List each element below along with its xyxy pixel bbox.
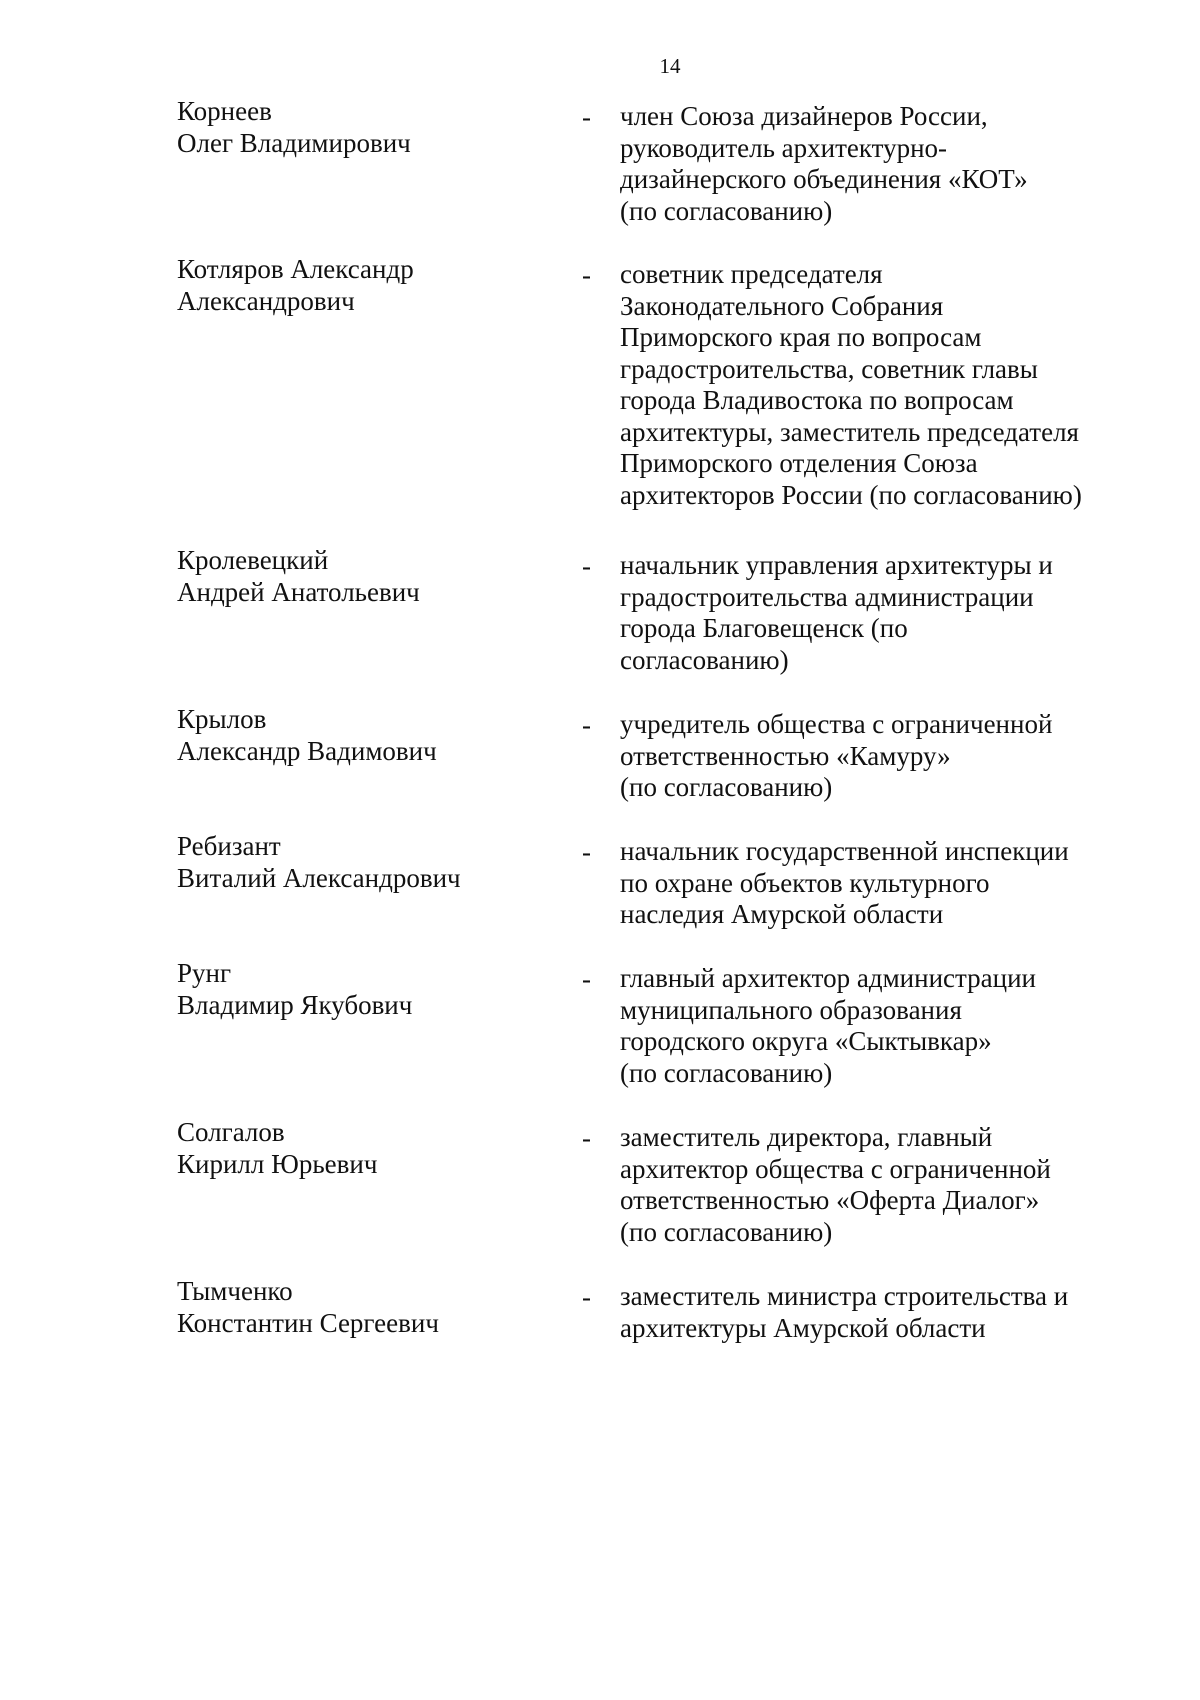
role-line: города Владивостока по вопросам bbox=[620, 385, 1014, 415]
list-item bbox=[0, 1116, 1200, 1275]
member-role bbox=[620, 550, 1140, 676]
page-number: 14 bbox=[659, 54, 681, 78]
role-line: градостроительства администрации bbox=[620, 581, 1034, 612]
role-line: начальник государственной инспекции bbox=[620, 836, 1069, 866]
list-item bbox=[0, 544, 1200, 703]
dash-separator: - bbox=[582, 837, 591, 867]
dash-separator: - bbox=[582, 551, 591, 581]
name-line: Кролевецкий bbox=[177, 545, 329, 575]
role-line: по охране объектов культурного bbox=[620, 867, 990, 898]
role-line: архитектуры Амурской области bbox=[620, 1312, 986, 1343]
role-line: член Союза дизайнеров России, bbox=[620, 101, 988, 131]
name-line: Константин Сергеевич bbox=[177, 1308, 439, 1338]
role-line: начальник управления архитектуры и bbox=[620, 550, 1053, 580]
member-list bbox=[0, 95, 1200, 1355]
name-line: Тымченко bbox=[177, 1276, 293, 1306]
member-name bbox=[177, 544, 557, 608]
role-line: городского округа «Сыктывкар» bbox=[620, 1026, 992, 1056]
name-line: Корнеев bbox=[177, 96, 272, 126]
role-line: дизайнерского объединения «КОТ» bbox=[620, 164, 1028, 194]
role-line: муниципального образования bbox=[620, 994, 962, 1025]
name-line: Крылов bbox=[177, 704, 267, 734]
name-line: Александрович bbox=[177, 286, 355, 316]
role-line: Приморского отделения Союза bbox=[620, 448, 978, 478]
role-line: Приморского края по вопросам bbox=[620, 322, 982, 352]
member-role bbox=[620, 836, 1140, 931]
member-role bbox=[620, 1281, 1140, 1344]
member-role bbox=[620, 1122, 1140, 1248]
member-name bbox=[177, 703, 557, 767]
name-line: Андрей Анатольевич bbox=[177, 577, 420, 607]
name-line: Виталий Александрович bbox=[177, 863, 461, 893]
role-line: (по согласованию) bbox=[620, 772, 833, 802]
role-line: архитектор общества с ограниченной bbox=[620, 1153, 1051, 1184]
role-line: заместитель директора, главный bbox=[620, 1122, 993, 1152]
list-item bbox=[0, 1275, 1200, 1355]
name-line: Олег Владимирович bbox=[177, 128, 411, 158]
list-item bbox=[0, 703, 1200, 830]
role-line: города Благовещенск (по bbox=[620, 613, 908, 643]
role-line: (по согласованию) bbox=[620, 195, 833, 226]
member-role bbox=[620, 101, 1140, 227]
member-role bbox=[620, 259, 1140, 511]
role-line: (по согласованию) bbox=[620, 1216, 833, 1247]
member-role bbox=[620, 709, 1140, 804]
role-line: (по согласованию) bbox=[620, 1057, 833, 1088]
list-item bbox=[0, 830, 1200, 957]
member-name bbox=[177, 957, 557, 1021]
role-line: советник председателя bbox=[620, 259, 883, 289]
role-line: ответственностью «Камуру» bbox=[620, 740, 951, 771]
member-name bbox=[177, 1275, 557, 1339]
name-line: Солгалов bbox=[177, 1117, 285, 1147]
member-name bbox=[177, 830, 557, 894]
dash-separator: - bbox=[582, 260, 591, 290]
name-line: Владимир Якубович bbox=[177, 990, 413, 1020]
role-line: согласованию) bbox=[620, 644, 789, 675]
dash-separator: - bbox=[582, 710, 591, 740]
list-item bbox=[0, 253, 1200, 544]
name-line: Александр Вадимович bbox=[177, 736, 437, 766]
member-role bbox=[620, 963, 1140, 1089]
role-line: градостроительства, советник главы bbox=[620, 353, 1038, 384]
dash-separator: - bbox=[582, 1282, 591, 1312]
list-item bbox=[0, 95, 1200, 253]
dash-separator: - bbox=[582, 102, 591, 132]
role-line: наследия Амурской области bbox=[620, 899, 944, 929]
role-line: Законодательного Собрания bbox=[620, 290, 944, 321]
role-line: архитекторов России (по согласованию) bbox=[620, 479, 1082, 510]
member-name bbox=[177, 95, 557, 159]
member-name bbox=[177, 253, 557, 317]
name-line: Кирилл Юрьевич bbox=[177, 1149, 378, 1179]
name-line: Рунг bbox=[177, 958, 232, 988]
role-line: архитектуры, заместитель председателя bbox=[620, 416, 1079, 447]
member-name bbox=[177, 1116, 557, 1180]
dash-separator: - bbox=[582, 1123, 591, 1153]
name-line: Котляров Александр bbox=[177, 254, 414, 284]
list-item bbox=[0, 957, 1200, 1116]
role-line: руководитель архитектурно- bbox=[620, 132, 948, 163]
role-line: учредитель общества с ограниченной bbox=[620, 709, 1053, 739]
name-line: Ребизант bbox=[177, 831, 281, 861]
dash-separator: - bbox=[582, 964, 591, 994]
role-line: главный архитектор администрации bbox=[620, 963, 1036, 993]
role-line: заместитель министра строительства и bbox=[620, 1281, 1069, 1311]
role-line: ответственностью «Оферта Диалог» bbox=[620, 1185, 1040, 1215]
